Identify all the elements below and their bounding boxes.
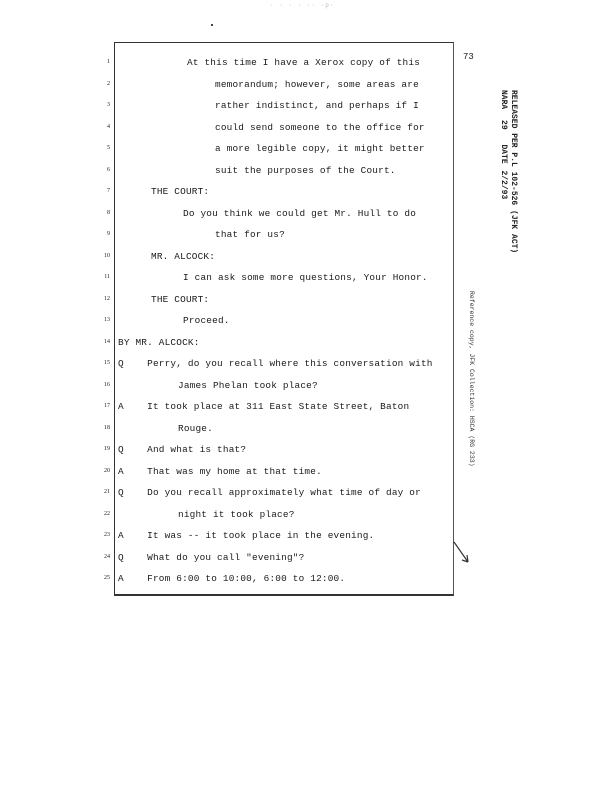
page-number: 73 — [463, 52, 474, 62]
line-number: 14 — [104, 338, 110, 345]
transcript-line: Proceed. — [183, 315, 230, 326]
line-number: 12 — [104, 295, 110, 302]
line-number: 17 — [104, 403, 110, 409]
line-number: 4 — [107, 123, 110, 130]
line-number: 25 — [104, 575, 110, 581]
reference-note-text: Reference copy, JFK Collection: HSCA (RG 233) — [468, 291, 475, 467]
line-number: 5 — [107, 145, 110, 151]
stamp-nara-value: 29 — [499, 120, 508, 130]
stamp-nara-label: NARA — [499, 90, 508, 110]
transcript-line: night it took place? — [178, 508, 295, 520]
stamp-date-value: 2/2/93 — [499, 170, 508, 200]
transcript-line: that for us? — [215, 229, 285, 240]
line-number: 10 — [104, 252, 110, 259]
header-mark: · · · · ·· ·p· — [270, 2, 335, 9]
transcript-line: a more legible copy, it might better — [215, 143, 425, 154]
line-number: 2 — [107, 80, 110, 87]
line-number: 8 — [107, 209, 110, 216]
line-number: 15 — [104, 360, 110, 366]
reference-note — [456, 289, 492, 519]
transcript-line: rather indistinct, and perhaps if I — [215, 100, 419, 111]
margin-arrow-mark — [450, 540, 474, 573]
line-number: 7 — [107, 188, 110, 194]
line-number: 21 — [104, 489, 110, 495]
transcript-line: A That was my home at that time. — [118, 465, 322, 477]
transcript-line: BY MR. ALCOCK: — [118, 336, 200, 348]
transcript-line: A It was -- it took place in the evening. — [118, 530, 375, 541]
transcript-line: I can ask some more questions, Your Honor. — [183, 272, 428, 283]
line-number: 9 — [107, 231, 110, 237]
transcript-line: suit the purposes of the Court. — [215, 164, 396, 176]
line-number: 24 — [104, 553, 110, 560]
transcript-line: could send someone to the office for — [215, 121, 425, 133]
transcript-line: Q What do you call "evening"? — [118, 551, 305, 563]
transcript-line: MR. ALCOCK: — [151, 250, 216, 262]
stamp-date-label: DATE — [499, 144, 508, 164]
line-number: 6 — [107, 166, 110, 173]
transcript-line: memorandum; however, some areas are — [215, 78, 419, 90]
transcript-line: Rouge. — [178, 422, 213, 434]
stamp-line-1: RELEASED PER P.L 102-526 (JFK ACT) — [509, 90, 518, 254]
transcript-line: THE COURT: — [151, 293, 210, 305]
stamp-line-2 — [499, 90, 508, 199]
line-number: 23 — [104, 532, 110, 538]
transcript-line: A It took place at 311 East State Street, Baton — [118, 401, 410, 412]
transcript-line: THE COURT: — [151, 186, 210, 197]
speck — [211, 24, 213, 26]
line-number: 18 — [104, 424, 110, 431]
line-number: 11 — [104, 274, 110, 280]
transcript-line: Q And what is that? — [118, 444, 247, 455]
line-number: 1 — [107, 59, 110, 65]
line-number: 3 — [107, 102, 110, 108]
transcript-line: A From 6:00 to 10:00, 6:00 to 12:00. — [118, 573, 346, 584]
transcript-line: Q Do you recall approximately what time of day or — [118, 487, 421, 498]
transcript-line: James Phelan took place? — [178, 379, 318, 391]
line-number: 19 — [104, 446, 110, 452]
transcript-line: Q Perry, do you recall where this conversation with — [118, 358, 433, 369]
line-number: 16 — [104, 381, 110, 388]
line-number: 13 — [104, 317, 110, 323]
release-stamp — [496, 88, 536, 254]
transcript-line: At this time I have a Xerox copy of this — [187, 57, 421, 68]
transcript-line: Do you think we could get Mr. Hull to do — [183, 207, 417, 219]
line-number: 20 — [104, 467, 110, 474]
line-number: 22 — [104, 510, 110, 517]
